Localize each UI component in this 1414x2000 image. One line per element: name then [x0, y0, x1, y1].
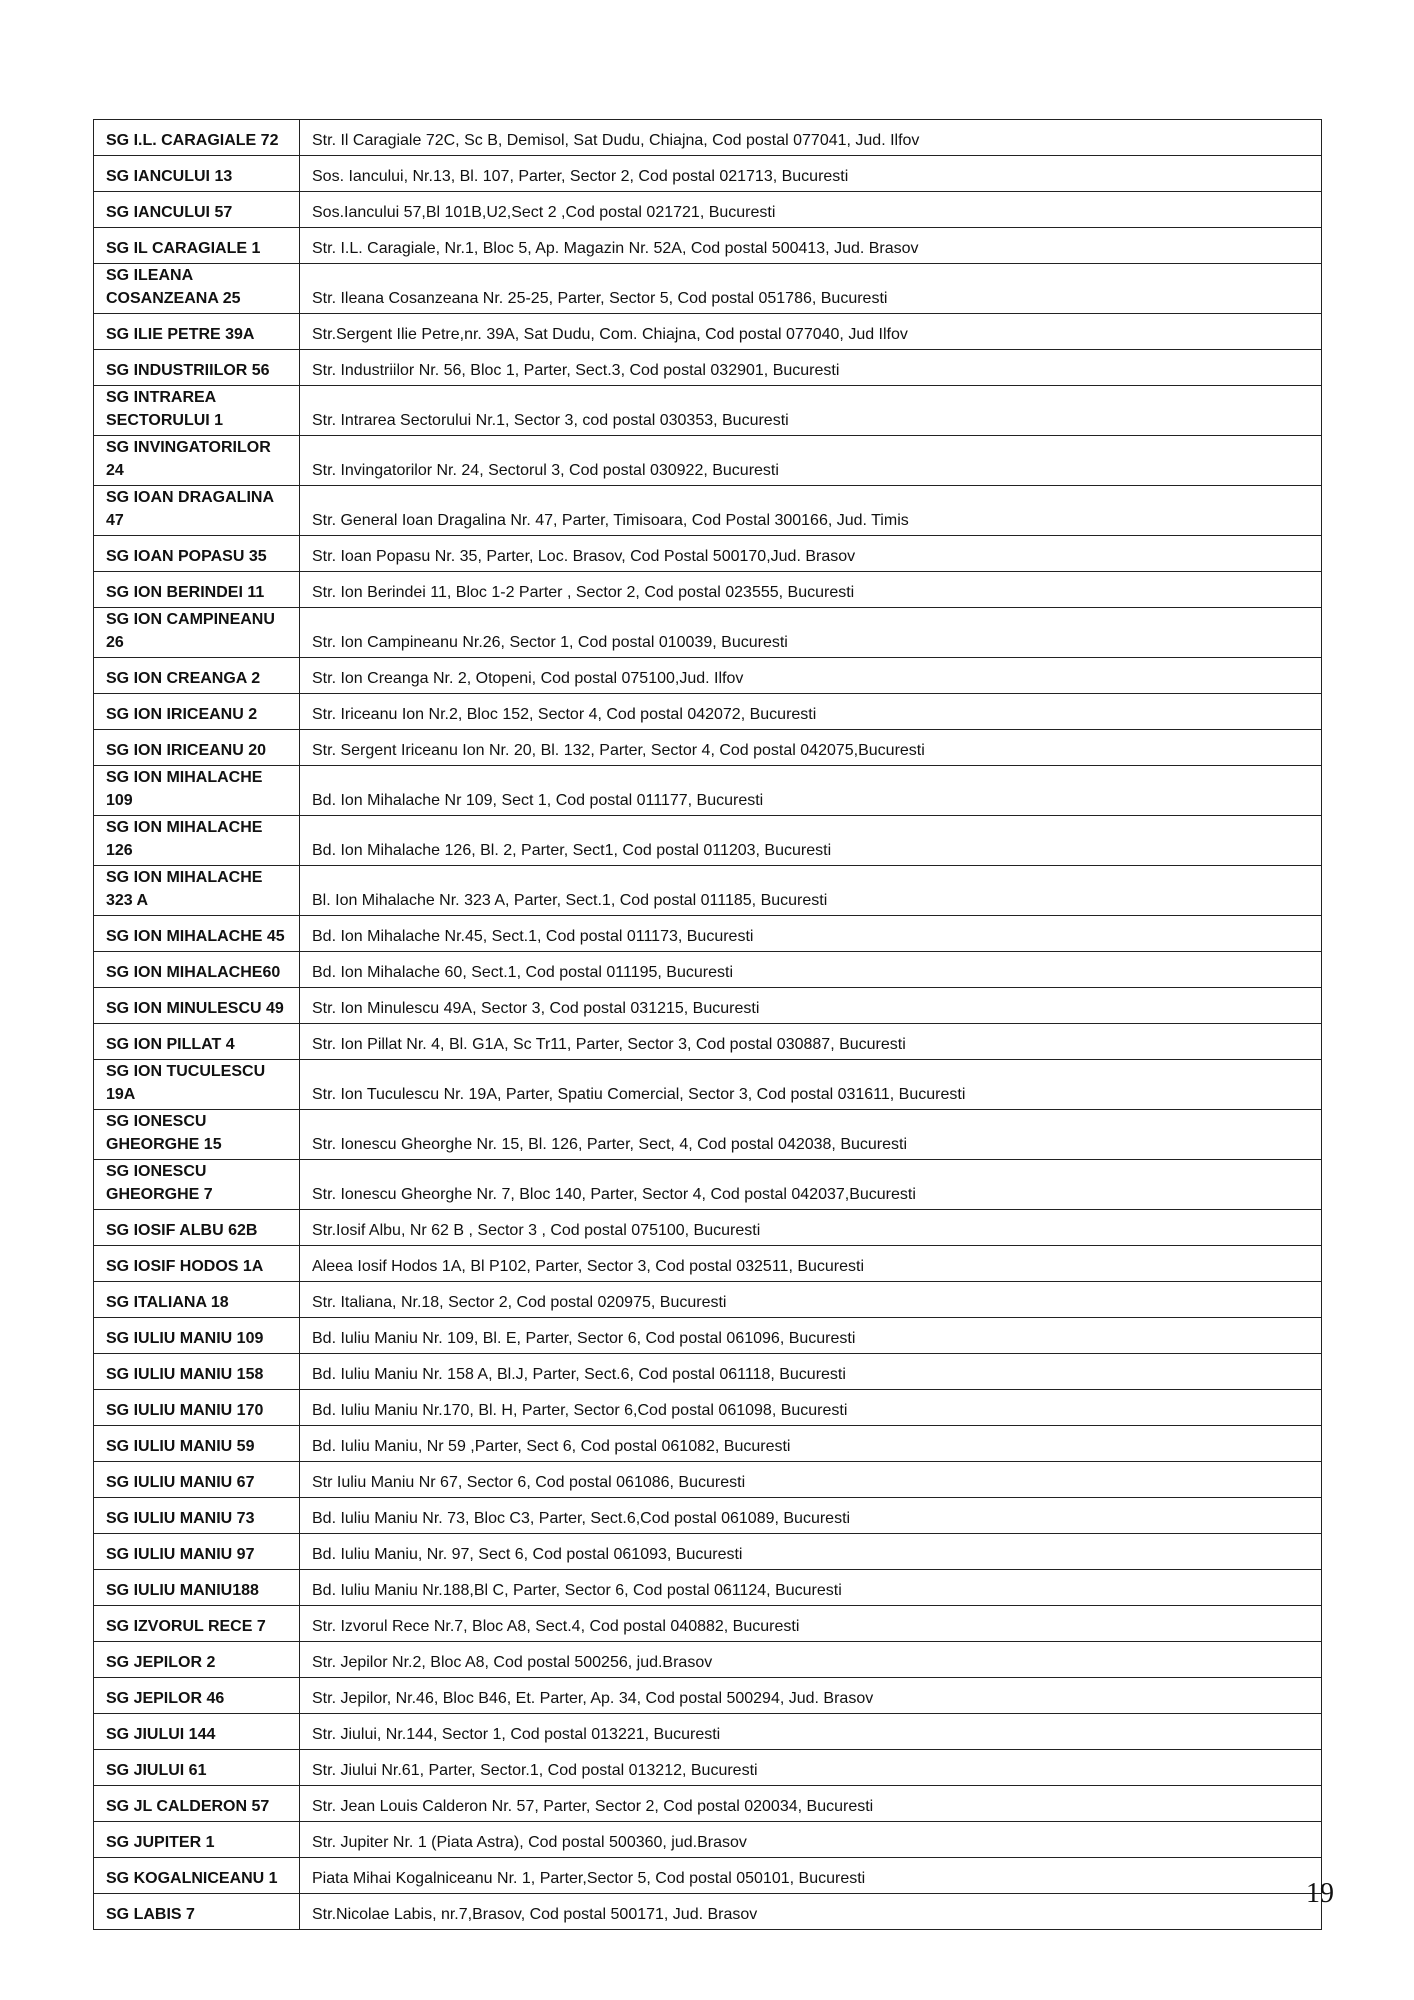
- store-address-cell: Bd. Iuliu Maniu, Nr. 97, Sect 6, Cod postal 061093, Bucuresti: [300, 1534, 1322, 1570]
- store-address-cell: Bd. Iuliu Maniu Nr. 109, Bl. E, Parter, Sector 6, Cod postal 061096, Bucuresti: [300, 1318, 1322, 1354]
- table-row: [94, 1390, 1322, 1426]
- store-address-cell: Bd. Ion Mihalache 60, Sect.1, Cod postal 011195, Bucuresti: [300, 952, 1322, 988]
- store-address-cell: Aleea Iosif Hodos 1A, Bl P102, Parter, Sector 3, Cod postal 032511, Bucuresti: [300, 1246, 1322, 1282]
- table-row: [94, 1606, 1322, 1642]
- store-name-cell: SG IANCULUI 57: [94, 192, 300, 228]
- store-name-cell: SG IULIU MANIU 109: [94, 1318, 300, 1354]
- store-name-cell: SG ION TUCULESCU 19A: [94, 1060, 300, 1110]
- store-name-cell: SG JIULUI 144: [94, 1714, 300, 1750]
- table-row: [94, 1678, 1322, 1714]
- table-row: [94, 264, 1322, 314]
- table-row: [94, 1246, 1322, 1282]
- store-address-cell: Str. Ion Creanga Nr. 2, Otopeni, Cod postal 075100,Jud. Ilfov: [300, 658, 1322, 694]
- table-row: [94, 1786, 1322, 1822]
- store-name-cell: SG IANCULUI 13: [94, 156, 300, 192]
- store-name-cell: SG IULIU MANIU 73: [94, 1498, 300, 1534]
- store-name-cell: SG IZVORUL RECE 7: [94, 1606, 300, 1642]
- store-name-cell: SG IULIU MANIU 97: [94, 1534, 300, 1570]
- store-address-cell: Sos.Iancului 57,Bl 101B,U2,Sect 2 ,Cod postal 021721, Bucuresti: [300, 192, 1322, 228]
- table-row: [94, 1318, 1322, 1354]
- store-name-cell: SG ION PILLAT 4: [94, 1024, 300, 1060]
- store-address-cell: Bl. Ion Mihalache Nr. 323 A, Parter, Sect.1, Cod postal 011185, Bucuresti: [300, 866, 1322, 916]
- store-address-cell: Bd. Ion Mihalache Nr.45, Sect.1, Cod postal 011173, Bucuresti: [300, 916, 1322, 952]
- table-row: [94, 1462, 1322, 1498]
- table-row: [94, 1426, 1322, 1462]
- store-address-cell: Sos. Iancului, Nr.13, Bl. 107, Parter, Sector 2, Cod postal 021713, Bucuresti: [300, 156, 1322, 192]
- table-row: [94, 916, 1322, 952]
- table-row: [94, 730, 1322, 766]
- table-row: [94, 436, 1322, 486]
- store-address-cell: Str. Ionescu Gheorghe Nr. 7, Bloc 140, Parter, Sector 4, Cod postal 042037,Bucuresti: [300, 1160, 1322, 1210]
- store-address-cell: Str.Nicolae Labis, nr.7,Brasov, Cod postal 500171, Jud. Brasov: [300, 1894, 1322, 1930]
- store-name-cell: SG JL CALDERON 57: [94, 1786, 300, 1822]
- store-address-cell: Bd. Ion Mihalache Nr 109, Sect 1, Cod postal 011177, Bucuresti: [300, 766, 1322, 816]
- table-row: [94, 1750, 1322, 1786]
- store-name-cell: SG ION MIHALACHE 45: [94, 916, 300, 952]
- store-name-cell: SG JEPILOR 2: [94, 1642, 300, 1678]
- store-name-cell: SG ION MIHALACHE 126: [94, 816, 300, 866]
- store-name-cell: SG INDUSTRIILOR 56: [94, 350, 300, 386]
- store-name-cell: SG INTRAREA SECTORULUI 1: [94, 386, 300, 436]
- store-address-cell: Str. General Ioan Dragalina Nr. 47, Parter, Timisoara, Cod Postal 300166, Jud. Timis: [300, 486, 1322, 536]
- store-address-cell: Str. Iriceanu Ion Nr.2, Bloc 152, Sector 4, Cod postal 042072, Bucuresti: [300, 694, 1322, 730]
- store-name-cell: SG IULIU MANIU 158: [94, 1354, 300, 1390]
- store-address-cell: Str. Ion Berindei 11, Bloc 1-2 Parter , Sector 2, Cod postal 023555, Bucuresti: [300, 572, 1322, 608]
- store-name-cell: SG ION CREANGA 2: [94, 658, 300, 694]
- store-address-cell: Bd. Iuliu Maniu, Nr 59 ,Parter, Sect 6, Cod postal 061082, Bucuresti: [300, 1426, 1322, 1462]
- table-row: [94, 120, 1322, 156]
- store-name-cell: SG IOAN POPASU 35: [94, 536, 300, 572]
- store-name-cell: SG IONESCU GHEORGHE 15: [94, 1110, 300, 1160]
- table-row: [94, 350, 1322, 386]
- store-name-cell: SG ION MINULESCU 49: [94, 988, 300, 1024]
- table-row: [94, 1570, 1322, 1606]
- table-row: [94, 1642, 1322, 1678]
- store-address-cell: Str. Jiului Nr.61, Parter, Sector.1, Cod postal 013212, Bucuresti: [300, 1750, 1322, 1786]
- store-name-cell: SG IULIU MANIU188: [94, 1570, 300, 1606]
- table-row: [94, 536, 1322, 572]
- store-address-cell: Str. Izvorul Rece Nr.7, Bloc A8, Sect.4, Cod postal 040882, Bucuresti: [300, 1606, 1322, 1642]
- store-name-cell: SG IOSIF ALBU 62B: [94, 1210, 300, 1246]
- store-address-cell: Piata Mihai Kogalniceanu Nr. 1, Parter,Sector 5, Cod postal 050101, Bucuresti: [300, 1858, 1322, 1894]
- table-row: [94, 816, 1322, 866]
- store-name-cell: SG JEPILOR 46: [94, 1678, 300, 1714]
- store-address-cell: Str. Jupiter Nr. 1 (Piata Astra), Cod postal 500360, jud.Brasov: [300, 1822, 1322, 1858]
- table-row: [94, 1354, 1322, 1390]
- table-row: [94, 1210, 1322, 1246]
- table-row: [94, 952, 1322, 988]
- store-address-cell: Str. Italiana, Nr.18, Sector 2, Cod postal 020975, Bucuresti: [300, 1282, 1322, 1318]
- store-name-cell: SG LABIS 7: [94, 1894, 300, 1930]
- store-name-cell: SG JUPITER 1: [94, 1822, 300, 1858]
- table-row: [94, 658, 1322, 694]
- table-body: [94, 120, 1322, 1930]
- store-name-cell: SG IOSIF HODOS 1A: [94, 1246, 300, 1282]
- store-name-cell: SG ION MIHALACHE 323 A: [94, 866, 300, 916]
- store-name-cell: SG ION CAMPINEANU 26: [94, 608, 300, 658]
- store-address-cell: Str. Ion Tuculescu Nr. 19A, Parter, Spatiu Comercial, Sector 3, Cod postal 031611, Bucuresti: [300, 1060, 1322, 1110]
- store-address-cell: Str. Jean Louis Calderon Nr. 57, Parter, Sector 2, Cod postal 020034, Bucuresti: [300, 1786, 1322, 1822]
- table-row: [94, 694, 1322, 730]
- table-row: [94, 988, 1322, 1024]
- table-row: [94, 1714, 1322, 1750]
- table-row: [94, 1534, 1322, 1570]
- store-name-cell: SG ION IRICEANU 2: [94, 694, 300, 730]
- table-row: [94, 192, 1322, 228]
- store-name-cell: SG IL CARAGIALE 1: [94, 228, 300, 264]
- store-address-cell: Bd. Iuliu Maniu Nr.170, Bl. H, Parter, Sector 6,Cod postal 061098, Bucuresti: [300, 1390, 1322, 1426]
- table-row: [94, 608, 1322, 658]
- store-address-cell: Str. Ion Campineanu Nr.26, Sector 1, Cod postal 010039, Bucuresti: [300, 608, 1322, 658]
- store-address-cell: Bd. Iuliu Maniu Nr. 158 A, Bl.J, Parter, Sect.6, Cod postal 061118, Bucuresti: [300, 1354, 1322, 1390]
- store-address-cell: Str.Sergent Ilie Petre,nr. 39A, Sat Dudu, Com. Chiajna, Cod postal 077040, Jud Ilfov: [300, 314, 1322, 350]
- store-address-cell: Str.Iosif Albu, Nr 62 B , Sector 3 , Cod postal 075100, Bucuresti: [300, 1210, 1322, 1246]
- store-address-cell: Str. Ionescu Gheorghe Nr. 15, Bl. 126, Parter, Sect, 4, Cod postal 042038, Bucuresti: [300, 1110, 1322, 1160]
- store-address-cell: Str. I.L. Caragiale, Nr.1, Bloc 5, Ap. Magazin Nr. 52A, Cod postal 500413, Jud. Brasov: [300, 228, 1322, 264]
- store-name-cell: SG ITALIANA 18: [94, 1282, 300, 1318]
- store-address-cell: Str. Sergent Iriceanu Ion Nr. 20, Bl. 132, Parter, Sector 4, Cod postal 042075,Bucuresti: [300, 730, 1322, 766]
- table-row: [94, 386, 1322, 436]
- table-row: [94, 1110, 1322, 1160]
- store-address-cell: Str. Il Caragiale 72C, Sc B, Demisol, Sat Dudu, Chiajna, Cod postal 077041, Jud. Ilfov: [300, 120, 1322, 156]
- store-name-cell: SG IONESCU GHEORGHE 7: [94, 1160, 300, 1210]
- table-row: [94, 1060, 1322, 1110]
- store-name-cell: SG ION MIHALACHE 109: [94, 766, 300, 816]
- store-name-cell: SG ILEANA COSANZEANA 25: [94, 264, 300, 314]
- table-row: [94, 156, 1322, 192]
- table-row: [94, 228, 1322, 264]
- table-row: [94, 1282, 1322, 1318]
- store-address-cell: Str. Intrarea Sectorului Nr.1, Sector 3, cod postal 030353, Bucuresti: [300, 386, 1322, 436]
- table-row: [94, 314, 1322, 350]
- store-name-cell: SG IULIU MANIU 67: [94, 1462, 300, 1498]
- store-address-cell: Bd. Iuliu Maniu Nr.188,Bl C, Parter, Sector 6, Cod postal 061124, Bucuresti: [300, 1570, 1322, 1606]
- table-row: [94, 572, 1322, 608]
- store-address-cell: Str. Ion Minulescu 49A, Sector 3, Cod postal 031215, Bucuresti: [300, 988, 1322, 1024]
- store-address-cell: Str. Jiului, Nr.144, Sector 1, Cod postal 013221, Bucuresti: [300, 1714, 1322, 1750]
- store-name-cell: SG ION IRICEANU 20: [94, 730, 300, 766]
- table-row: [94, 866, 1322, 916]
- table-row: [94, 1498, 1322, 1534]
- store-address-table: [93, 119, 1322, 1930]
- store-address-cell: Bd. Ion Mihalache 126, Bl. 2, Parter, Sect1, Cod postal 011203, Bucuresti: [300, 816, 1322, 866]
- store-name-cell: SG IOAN DRAGALINA 47: [94, 486, 300, 536]
- store-address-cell: Str. Jepilor, Nr.46, Bloc B46, Et. Parter, Ap. 34, Cod postal 500294, Jud. Brasov: [300, 1678, 1322, 1714]
- store-address-cell: Bd. Iuliu Maniu Nr. 73, Bloc C3, Parter, Sect.6,Cod postal 061089, Bucuresti: [300, 1498, 1322, 1534]
- table-row: [94, 1858, 1322, 1894]
- store-name-cell: SG ION MIHALACHE60: [94, 952, 300, 988]
- store-name-cell: SG JIULUI 61: [94, 1750, 300, 1786]
- store-name-cell: SG ION BERINDEI 11: [94, 572, 300, 608]
- store-name-cell: SG IULIU MANIU 170: [94, 1390, 300, 1426]
- table-row: [94, 1894, 1322, 1930]
- store-name-cell: SG INVINGATORILOR 24: [94, 436, 300, 486]
- table-row: [94, 1822, 1322, 1858]
- store-name-cell: SG ILIE PETRE 39A: [94, 314, 300, 350]
- table-row: [94, 1160, 1322, 1210]
- store-address-cell: Str. Ion Pillat Nr. 4, Bl. G1A, Sc Tr11, Parter, Sector 3, Cod postal 030887, Bucuresti: [300, 1024, 1322, 1060]
- store-address-cell: Str. Ioan Popasu Nr. 35, Parter, Loc. Brasov, Cod Postal 500170,Jud. Brasov: [300, 536, 1322, 572]
- table-row: [94, 1024, 1322, 1060]
- table-row: [94, 766, 1322, 816]
- store-name-cell: SG KOGALNICEANU 1: [94, 1858, 300, 1894]
- store-address-cell: Str. Industriilor Nr. 56, Bloc 1, Parter, Sect.3, Cod postal 032901, Bucuresti: [300, 350, 1322, 386]
- store-address-cell: Str. Ileana Cosanzeana Nr. 25-25, Parter, Sector 5, Cod postal 051786, Bucuresti: [300, 264, 1322, 314]
- store-address-cell: Str. Invingatorilor Nr. 24, Sectorul 3, Cod postal 030922, Bucuresti: [300, 436, 1322, 486]
- table-row: [94, 486, 1322, 536]
- store-name-cell: SG I.L. CARAGIALE 72: [94, 120, 300, 156]
- store-name-cell: SG IULIU MANIU 59: [94, 1426, 300, 1462]
- store-address-cell: Str Iuliu Maniu Nr 67, Sector 6, Cod postal 061086, Bucuresti: [300, 1462, 1322, 1498]
- page-number: 19: [1306, 1878, 1334, 1909]
- store-address-cell: Str. Jepilor Nr.2, Bloc A8, Cod postal 500256, jud.Brasov: [300, 1642, 1322, 1678]
